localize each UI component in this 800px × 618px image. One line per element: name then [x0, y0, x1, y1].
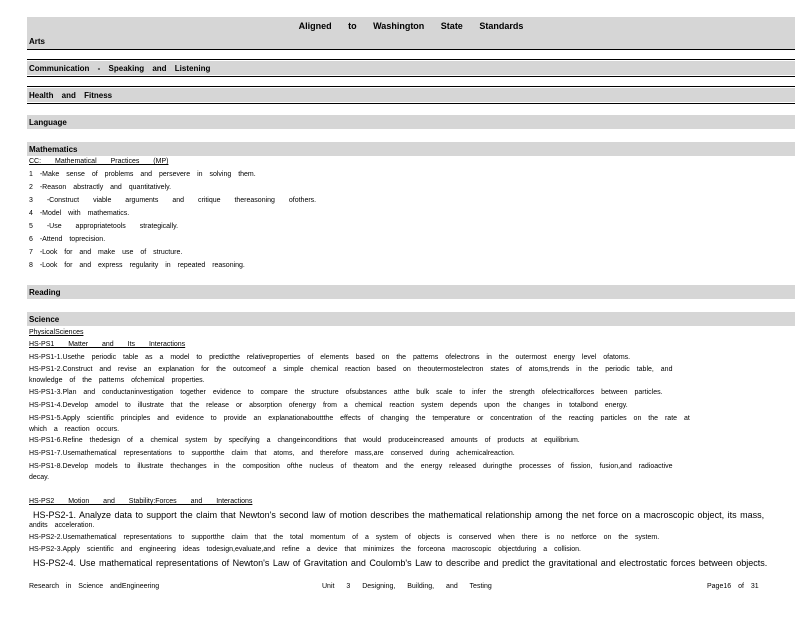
- footer-left: Research in Science andEngineering: [29, 583, 160, 590]
- standard-item: HS-PS1-3.Plan and conductaninvestigation together evidence to compare the structure ofsubstances atthe bulk scale to infer the strength ofelectricalforces between particles.: [29, 389, 663, 396]
- standard-item-large: HS-PS2-4. Use mathematical representations of Newton's Law of Gravitation and Coulomb's Law to describe and predict the gravitational and electrostatic forces between objects.: [33, 558, 768, 568]
- standard-item: decay.: [29, 474, 50, 481]
- section-communication: Communication - Speaking and Listening: [27, 61, 795, 75]
- standard-item: HS-PS1-2.Construct and revise an explanation for the outcomeof a simple chemical reaction based on theoutermostelectron states of atoms,trends in the periodic table, and: [29, 366, 673, 373]
- divider: [27, 86, 795, 87]
- math-practice-item: 5 -Use appropriatetools strategically.: [29, 223, 179, 230]
- standard-item: HS-PS1-8.Develop models to illustrate thechanges in the composition ofthe nucleus of theatom and the energy released duringthe processes of fission, fusion,and radioactive: [29, 463, 673, 470]
- math-practice-item: 1 -Make sense of problems and persevere in solving them.: [29, 171, 256, 178]
- standard-item: HS-PS1-6.Refine thedesign of a chemical system by specifying a changeinconditions that would produceincreased amounts of products at equilibrium.: [29, 437, 580, 444]
- section-mathematics: Mathematics: [27, 142, 795, 156]
- section-language: Language: [27, 115, 795, 129]
- math-practice-item: 8 -Look for and express regularity in repeated reasoning.: [29, 262, 245, 269]
- standard-item: HS-PS2-2.Usemathematical representations to supportthe claim that the total momentum of a system of objects is conserved when there is no netforce on the system.: [29, 534, 660, 541]
- standard-item-large: HS-PS2-1. Analyze data to support the claim that Newton's second law of motion describes the mathematical relationship among the net force on a macroscopic object, its mass,: [33, 510, 765, 520]
- divider: [27, 59, 795, 60]
- divider: [27, 76, 795, 77]
- standards-header: [27, 17, 795, 49]
- section-health: Health and Fitness: [27, 88, 795, 102]
- ps1-heading: HS-PS1 Matter and Its Interactions: [29, 341, 186, 348]
- standard-item: HS-PS1-7.Usemathematical representations to supportthe claim that atoms, and therefore mass,are conserved during achemicalreaction.: [29, 450, 515, 457]
- math-practice-item: 4 -Model with mathematics.: [29, 210, 130, 217]
- section-reading: Reading: [27, 285, 795, 299]
- standard-item: HS-PS1-1.Usethe periodic table as a model to predictthe relativeproperties of elements based on the patterns ofelectrons in the outermost energy level ofatoms.: [29, 354, 631, 361]
- page-title: Aligned to Washington State Standards: [298, 21, 524, 31]
- section-arts: Arts: [29, 37, 46, 46]
- divider: [27, 103, 795, 104]
- standard-item: andits acceleration.: [29, 522, 95, 529]
- standard-item: HS-PS2-3.Apply scientific and engineering ideas todesign,evaluate,and refine a device that minimizes the forceona macroscopic objectduring a collision.: [29, 546, 581, 553]
- footer-center: Unit 3 Designing, Building, and Testing: [322, 583, 492, 590]
- math-practice-item: 7 -Look for and make use of structure.: [29, 249, 183, 256]
- footer-page-number: Page16 of 31: [707, 583, 759, 590]
- ps2-heading: HS-PS2 Motion and Stability:Forces and Interactions: [29, 498, 253, 505]
- section-science: Science: [27, 312, 795, 326]
- standard-item: HS-PS1-5.Apply scientific principles and evidence to provide an explanationabouttthe effects of changing the temperature or concentration of the reacting particles on the rate at: [29, 415, 690, 422]
- standard-item: knowledge of the patterns ofchemical properties.: [29, 377, 205, 384]
- math-practice-item: 6 -Attend toprecision.: [29, 236, 106, 243]
- standard-item: HS-PS1-4.Develop amodel to illustrate that the release or absorption ofenergy from a chemical reaction system depends upon the changes in totalbond energy.: [29, 402, 628, 409]
- divider: [27, 49, 795, 50]
- math-practice-item: 2 -Reason abstractly and quantitatively.: [29, 184, 172, 191]
- math-practices-heading: CC: Mathematical Practices (MP): [29, 158, 169, 165]
- physical-sciences-heading: PhysicalSciences: [29, 329, 84, 336]
- standard-item: which a reaction occurs.: [29, 426, 120, 433]
- math-practice-item: 3 -Construct viable arguments and critique thereasoning ofothers.: [29, 197, 317, 204]
